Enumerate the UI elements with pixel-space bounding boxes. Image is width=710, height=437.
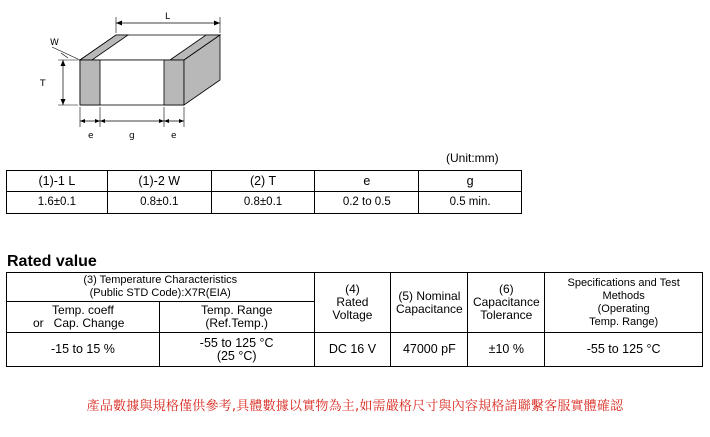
value-gap: 0.5 min. [419, 192, 522, 214]
temp-range-value [159, 333, 314, 367]
spec-methods-header [545, 273, 703, 333]
temp-range-line-2: (Ref.Temp.) [205, 316, 269, 330]
value-thickness: 0.8±0.1 [211, 192, 315, 214]
header-thickness: (2) T [211, 171, 315, 192]
tolerance-line-2: Capacitance [472, 295, 540, 309]
dimensions-table [6, 170, 522, 214]
temp-char-line-2: (Public STD Code):X7R(EIA) [89, 287, 231, 299]
operating-range-value: -55 to 125 °C [545, 333, 703, 367]
header-terminal: e [315, 171, 419, 192]
nominal-capacitance-header [391, 273, 468, 333]
terminal-front-right [164, 60, 184, 105]
temp-range-value-line-1: -55 to 125 °C [199, 335, 274, 350]
nominal-line-2: Capacitance [395, 301, 463, 316]
rated-value-row [7, 333, 703, 367]
dim-label-gap: g [129, 131, 135, 141]
terminal-front-left [80, 60, 100, 105]
tolerance-line-3: Tolerance [480, 308, 533, 322]
header-width: (1)-2 W [107, 171, 211, 192]
temp-coeff-header [7, 302, 160, 333]
dim-label-width: W [50, 38, 59, 48]
rated-value-title: Rated value [7, 253, 97, 270]
dim-label-terminal-right: e [171, 131, 177, 141]
header-gap: g [419, 171, 522, 192]
rated-voltage-line-3: Voltage [332, 308, 373, 322]
capacitance-tolerance-header [468, 273, 545, 333]
disclaimer-text: 產品數據與規格僅供參考,具體數據以實物為主,如需嚴格尺寸與內容規格請聯繫客服實體確認 [86, 399, 624, 414]
dimensions-header-row [7, 171, 522, 192]
temp-coeff-value: -15 to 15 % [7, 333, 160, 367]
tolerance-line-1: (6) [498, 282, 514, 296]
chip-dimension-diagram [30, 5, 240, 145]
rated-header-row-1 [7, 273, 703, 302]
dim-label-thickness: T [40, 79, 46, 89]
temp-range-value-line-2: (25 °C) [216, 348, 257, 363]
temp-char-line-1: (3) Temperature Characteristics [83, 274, 238, 286]
temp-coeff-line-1: Temp. coeff [52, 303, 114, 317]
dimensions-value-row [7, 192, 522, 214]
dim-label-length: L [165, 12, 171, 22]
temp-range-line-1: Temp. Range [201, 303, 273, 317]
nominal-capacitance-value: 47000 pF [391, 333, 468, 367]
temp-coeff-line-2: or Cap. Change [33, 316, 125, 330]
value-width: 0.8±0.1 [107, 192, 211, 214]
rated-value-table [6, 272, 703, 367]
nominal-line-1: (5) Nominal [398, 288, 461, 303]
value-terminal: 0.2 to 0.5 [315, 192, 419, 214]
temp-char-header [7, 273, 315, 302]
rated-voltage-header [314, 273, 391, 333]
dim-label-terminal-left: e [88, 131, 94, 141]
rated-voltage-line-1: (4) [345, 282, 360, 296]
temp-range-header [159, 302, 314, 333]
header-length: (1)-1 L [7, 171, 108, 192]
rated-voltage-line-2: Rated [336, 295, 369, 309]
capacitance-tolerance-value: ±10 % [468, 333, 545, 367]
spec-line-3: (Operating [597, 302, 650, 315]
unit-note: (Unit:mm) [446, 151, 499, 165]
rated-voltage-value: DC 16 V [314, 333, 391, 367]
value-length: 1.6±0.1 [7, 192, 108, 214]
spec-line-4: Temp. Range) [589, 315, 659, 328]
spec-line-1: Specifications and Test [567, 276, 680, 289]
spec-line-2: Methods [602, 289, 645, 302]
